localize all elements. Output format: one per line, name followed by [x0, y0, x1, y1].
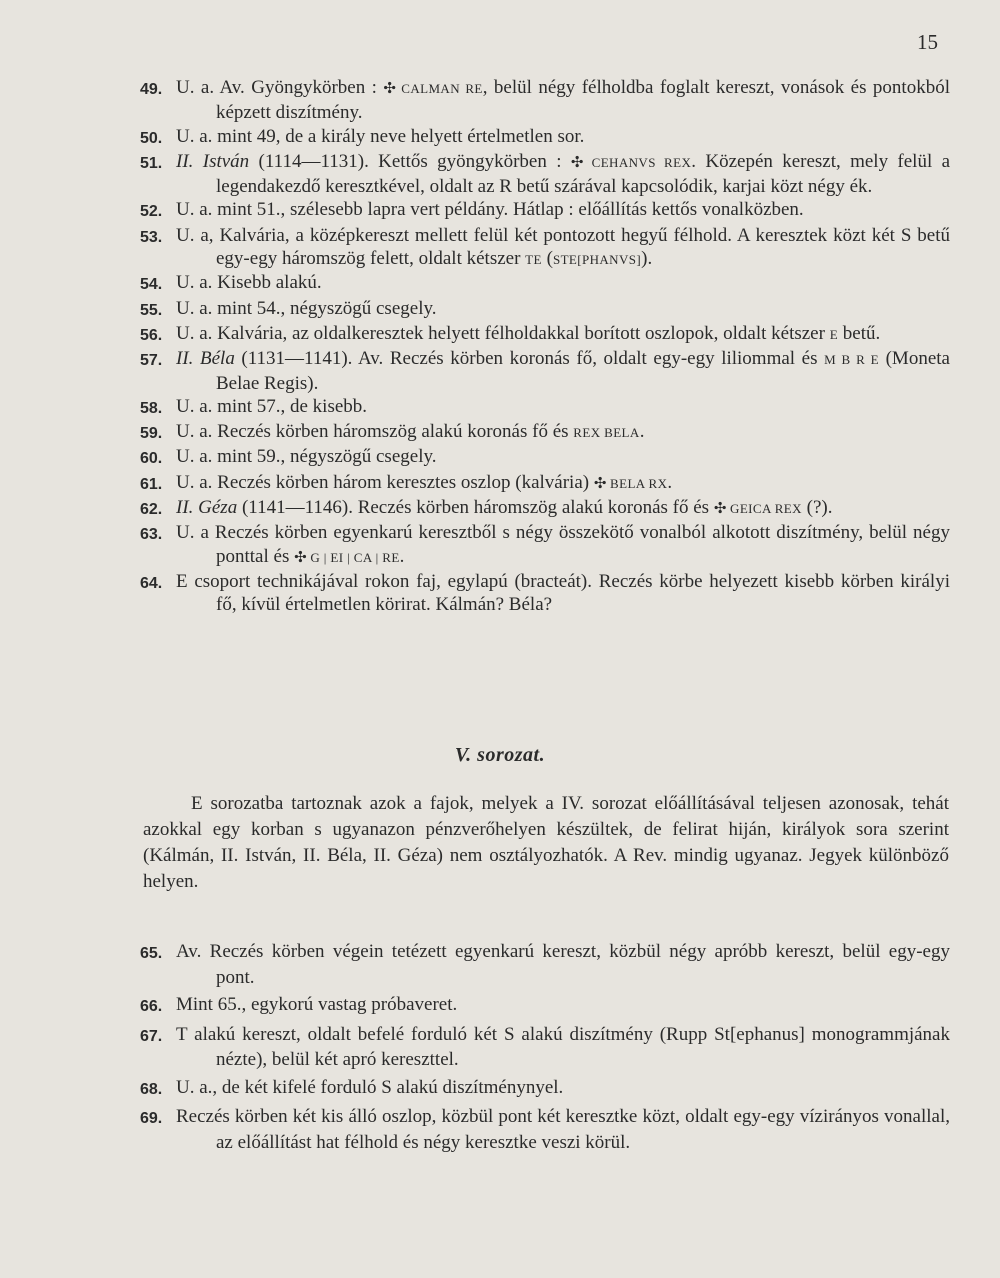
- entry-text: [176, 1104, 950, 1155]
- legend-inscription: STE[PHANVS]: [552, 252, 642, 268]
- entry-text-part: (: [541, 248, 553, 270]
- legend-inscription: M B R E: [824, 352, 880, 368]
- entry-number: 66.: [140, 998, 163, 1015]
- entry-text: [176, 1075, 950, 1101]
- entry-text-part: (1141—1146). Reczés körben háromszög alakú koronás fő és: [237, 497, 714, 519]
- entry-text-part: T alakú kereszt, oldalt befelé forduló két S alakú diszítmény (Rupp St[ephanus] monogrammjának nézte), belül két apró kereszttel.: [176, 1023, 950, 1070]
- entry-text-part: .: [667, 471, 673, 493]
- cross-icon: ✣: [593, 475, 607, 492]
- entry-text: [176, 570, 950, 617]
- entry-number: 52.: [140, 203, 163, 221]
- catalog-entry: [140, 198, 950, 223]
- entry-text-part: .: [399, 545, 405, 567]
- legend-inscription: CALMAN RE: [395, 81, 483, 96]
- legend-inscription: G | EI | CA | RE: [306, 549, 400, 565]
- entry-text: [176, 271, 950, 294]
- catalog-entry: [140, 1022, 950, 1073]
- entry-text-part: (1131—1141). Av. Reczés körben koronás fő, oldalt egy-egy liliommal és: [234, 348, 825, 370]
- entry-number: 51.: [140, 154, 163, 172]
- cross-icon: ✣: [713, 501, 727, 518]
- section-intro: E sorozatba tartoznak azok a fajok, melyek a IV. sorozat előállításával teljesen azonosak, tehát azokkal egy korban s ugyanazon pénzverőhelyen készültek, de felirat hiján, királyok sora szerint (Kálmán, II. István, II. Béla, II. Géza) nem osztályozhatók. A Rev. mindig ugyanaz. Jegyek különböző helyen.: [143, 793, 949, 892]
- entry-text: [176, 939, 950, 990]
- entry-number: 67.: [140, 1027, 163, 1045]
- entry-text-part: U. a. mint 59., négyszögű csegely.: [176, 446, 437, 468]
- entry-text-part: U. a., de két kifelé forduló S alakú diszítménynyel.: [176, 1076, 564, 1098]
- entry-text: [176, 521, 950, 570]
- entry-text-part: U. a. mint 57., de kisebb.: [176, 395, 368, 417]
- catalog-entry: [140, 395, 950, 420]
- cross-icon: ✣: [570, 154, 584, 171]
- entry-text-part: II. Géza: [176, 497, 238, 519]
- entry-text-part: U. a. Kalvária, az oldalkeresztek helyett félholdakkal borított oszlopok, oldalt kétszer: [176, 322, 830, 344]
- entry-number: 54.: [140, 276, 163, 294]
- entry-text-part: (Moneta Belae Regis).: [216, 348, 950, 394]
- entry-text: [176, 445, 950, 468]
- entry-number: 62.: [140, 501, 163, 519]
- entry-text: [176, 76, 950, 125]
- entry-number: 57.: [140, 352, 163, 370]
- catalog-entry: [140, 570, 950, 617]
- entry-text: [176, 198, 950, 221]
- entry-text-part: betű.: [838, 322, 881, 344]
- entry-text-part: U. a. mint 54., négyszögű csegely.: [176, 297, 437, 319]
- entry-number: 50.: [140, 129, 163, 147]
- entry-text-part: Av. Reczés körben végein tetézett egyenkarú kereszt, közbül négy apróbb kereszt, belül egy-egy pont.: [176, 941, 950, 988]
- entry-text: [176, 471, 950, 496]
- legend-inscription: CEHANVS REX: [583, 154, 692, 170]
- entry-text-part: . Közepén kereszt, mely felül a legendakezdő keresztkével, oldalt az R betű szárával kapcsolódik, karjai közt négy ék.: [216, 150, 951, 198]
- entry-number: 49.: [140, 81, 163, 98]
- legend-inscription: BELA RX: [606, 475, 668, 491]
- catalog-entry: [140, 150, 950, 199]
- entry-text-part: (?).: [801, 497, 833, 519]
- entry-text-part: U. a. Reczés körben három keresztes oszlop (kalvária): [176, 471, 594, 493]
- entry-text-part: U. a, Kalvária, a középkereszt mellett felül két pontozott hegyű félhold. A keresztek közt két S betű egy-egy háromszög felett, oldalt kétszer: [176, 224, 950, 270]
- catalog-entry: [140, 297, 950, 322]
- entry-text: [176, 125, 950, 148]
- entry-text-part: U. a. Kisebb alakú.: [176, 272, 322, 294]
- entry-number: 53.: [140, 228, 163, 246]
- entry-number: 58.: [140, 399, 163, 417]
- catalog-entry: [140, 471, 950, 496]
- entry-text: [176, 322, 950, 346]
- catalog-entry: [140, 76, 950, 125]
- entry-text-part: II. István: [176, 150, 250, 172]
- catalog-entry: [140, 271, 950, 296]
- catalog-entry: [140, 939, 950, 990]
- legend-inscription: GEICA REX: [726, 501, 802, 517]
- entry-text-part: U. a. Reczés körben háromszög alakú koronás fő és: [176, 421, 574, 443]
- cross-icon: ✣: [383, 81, 396, 97]
- legend-inscription: TE: [525, 252, 542, 268]
- catalog-entry: [140, 521, 950, 570]
- entry-number: 60.: [140, 450, 163, 468]
- catalog-entry: [140, 420, 950, 445]
- entry-text-part: Mint 65., egykorú vastag próbaveret.: [176, 994, 458, 1015]
- catalog-entry: [140, 125, 950, 150]
- catalog-entry: [140, 1075, 950, 1103]
- page-number: 15: [917, 30, 938, 54]
- entry-text: [176, 1022, 950, 1073]
- catalog-entry: [140, 496, 950, 521]
- legend-inscription: E: [829, 326, 839, 342]
- entry-number: 55.: [140, 301, 163, 319]
- catalog-entry: [140, 224, 950, 272]
- entry-text-part: E csoport technikájával rokon faj, egylapú (bracteát). Reczés körbe helyezett kisebb körben királyi fő, kívül értelmetlen körirat. Kálmán? Béla?: [176, 570, 950, 616]
- entry-text: [176, 496, 950, 521]
- entry-text-part: , belül négy félholdba foglalt kereszt, vonások és pontokból képzett diszítmény.: [216, 77, 950, 124]
- entry-number: 59.: [140, 425, 163, 443]
- entry-text: [176, 395, 950, 418]
- entry-text-part: U. a. mint 49, de a király neve helyett értelmetlen sor.: [176, 125, 585, 147]
- catalog-entry: [140, 992, 950, 1020]
- catalog-entries-v: [140, 939, 950, 1157]
- entry-text-part: U. a Reczés körben egyenkarú keresztből s négy összekötő vonalból alkotott diszítmény, belül négy ponttal és: [176, 522, 950, 567]
- catalog-entries-iv: [140, 76, 950, 617]
- entry-text-part: (1114—1131). Kettős gyöngykörben :: [249, 150, 571, 172]
- entry-text: [176, 992, 950, 1018]
- entry-text-part: II. Béla: [176, 348, 235, 370]
- entry-text-part: Reczés körben két kis álló oszlop, közbül pont két keresztke közt, oldalt egy-egy vízirányos vonallal, az előállítást hat félhold és négy keresztke veszi körül.: [176, 1106, 950, 1153]
- entry-text: [176, 150, 950, 199]
- entry-number: 56.: [140, 326, 163, 344]
- entry-number: 64.: [140, 574, 163, 592]
- entry-number: 68.: [140, 1080, 163, 1098]
- entry-text: [176, 224, 950, 272]
- entry-text-part: ).: [641, 248, 653, 270]
- catalog-entry: [140, 1104, 950, 1155]
- cross-icon: ✣: [294, 549, 307, 566]
- entry-number: 63.: [140, 526, 163, 544]
- entry-text: [176, 297, 950, 320]
- catalog-entry: [140, 445, 950, 470]
- entry-text: [176, 347, 950, 395]
- entry-text: [176, 420, 950, 444]
- catalog-entry: [140, 322, 950, 347]
- legend-inscription: REX BELA: [573, 425, 640, 441]
- entry-number: 65.: [140, 945, 163, 962]
- entry-number: 61.: [140, 475, 163, 493]
- entry-text-part: U. a. mint 51., szélesebb lapra vert példány. Hátlap : előállítás kettős vonalközben.: [176, 199, 804, 221]
- entry-text-part: U. a. Av. Gyöngykörben :: [176, 77, 384, 98]
- entry-number: 69.: [140, 1110, 163, 1127]
- catalog-entry: [140, 347, 950, 395]
- section-title: V. sorozat.: [454, 744, 546, 766]
- entry-text-part: .: [639, 421, 645, 443]
